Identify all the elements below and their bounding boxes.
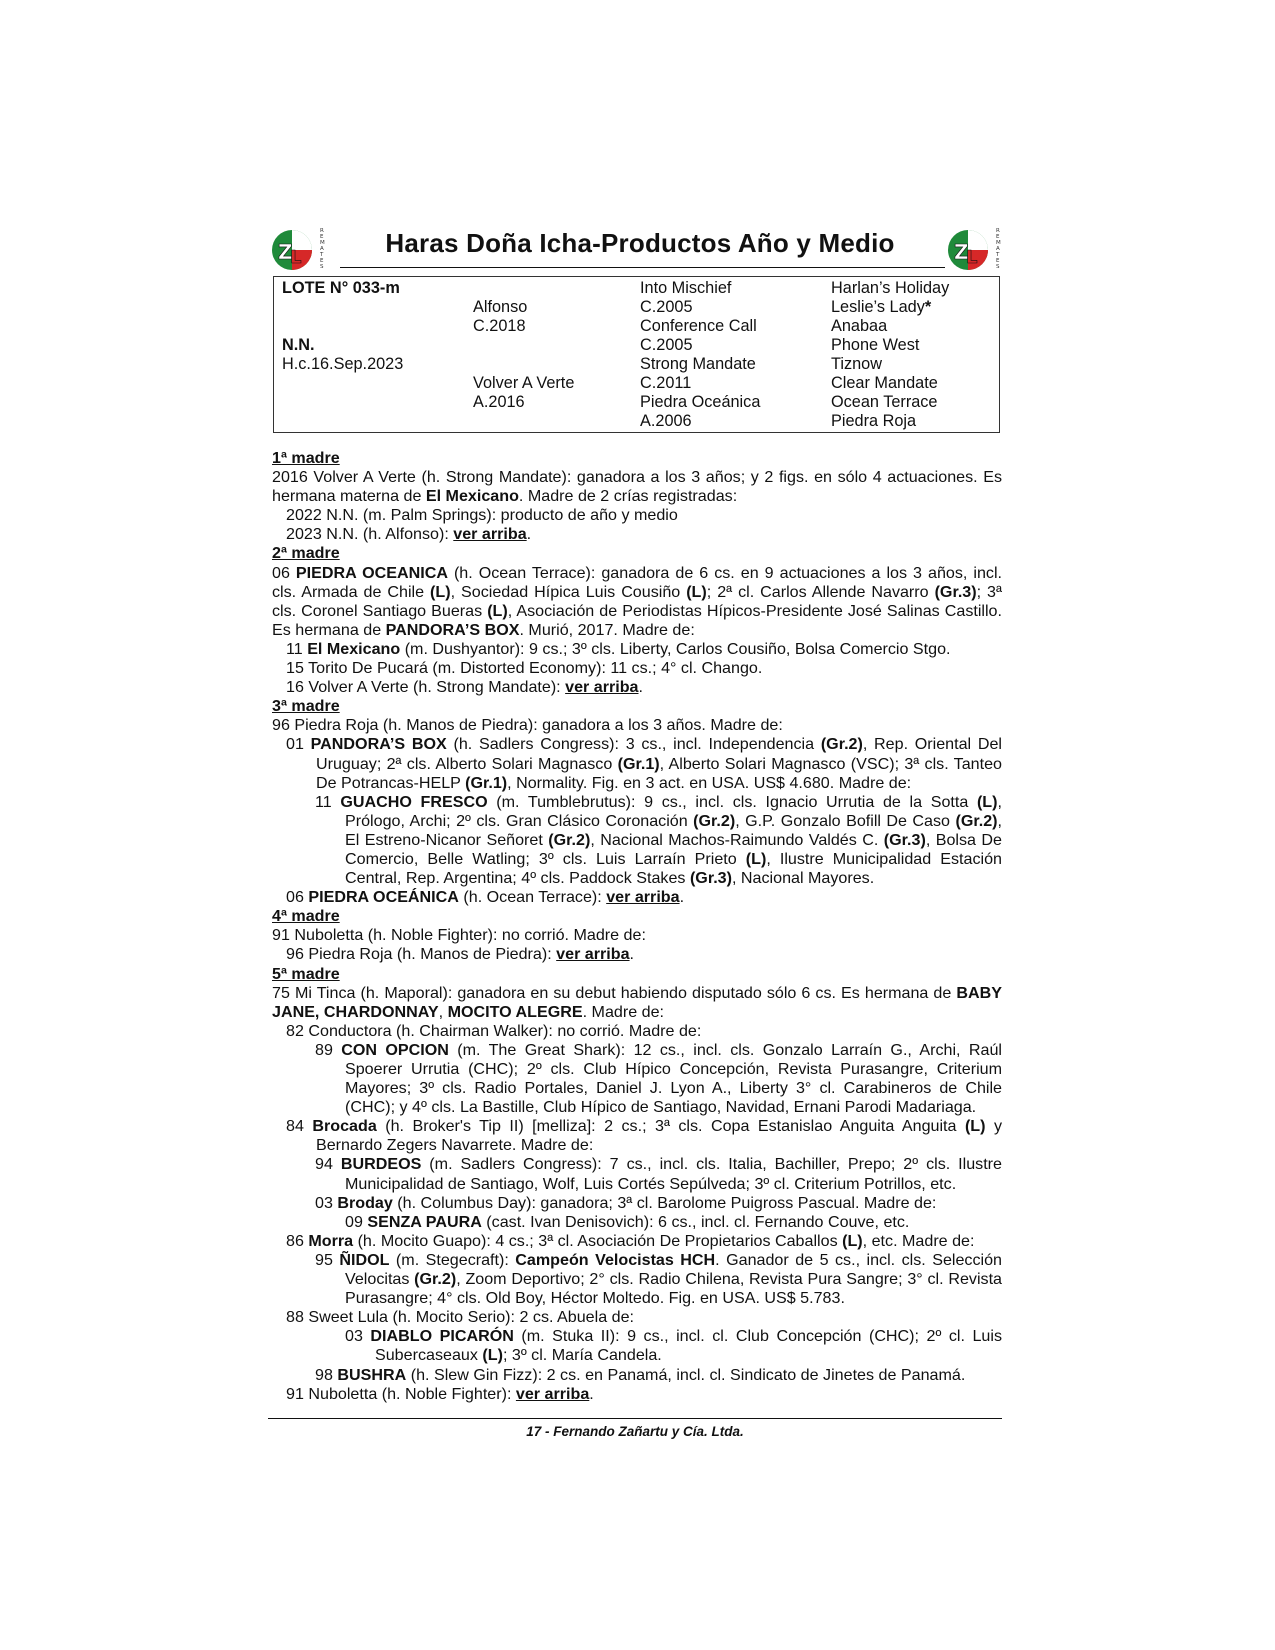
produce-entry xyxy=(272,735,1002,792)
produce-entry xyxy=(272,1194,1002,1213)
text-run: (h. Sadlers Congress): 3 cs., incl. Independencia xyxy=(446,735,821,754)
footer-rule xyxy=(268,1418,1002,1419)
text-run: ; 2ª cl. Carlos Allende Navarro xyxy=(706,582,935,601)
text-run: 11 xyxy=(315,792,341,811)
grandparent-entry: Piedra Oceánica xyxy=(640,393,761,411)
great-grandparent-entry: Piedra Roja xyxy=(831,412,917,430)
section-heading-2: 2ª madre xyxy=(272,544,340,563)
text-run: ; 3º cl. María Candela. xyxy=(502,1346,662,1365)
bold-text: GUACHO FRESCO xyxy=(340,792,488,811)
text-run: 95 xyxy=(315,1250,340,1269)
bold-text: PIEDRA OCEANICA xyxy=(295,563,448,582)
svg-text:L: L xyxy=(966,247,978,268)
bold-text: (Gr.2) xyxy=(548,830,591,849)
section-heading-3: 3ª madre xyxy=(272,697,340,716)
grandparent-entry: Into Mischief xyxy=(640,279,732,297)
great-grandparent-entry: Leslie’s Lady xyxy=(831,298,925,316)
produce-entry xyxy=(272,1232,1002,1251)
text-run: ver arriba xyxy=(556,945,630,964)
text-run: (h. Mocito Guapo): 4 cs.; 3ª cl. Asociación De Propietarios Caballos xyxy=(353,1231,843,1250)
bold-text: (L) xyxy=(487,601,508,620)
text-run: . Murió, 2017. Madre de: xyxy=(519,620,695,639)
text-run: (h. Ocean Terrace): xyxy=(458,888,607,907)
text-run: ver arriba xyxy=(606,888,680,907)
svg-text:S: S xyxy=(320,264,324,270)
section-heading-4: 4ª madre xyxy=(272,907,340,926)
text-run: 98 xyxy=(315,1365,338,1384)
grandparent-entry: C.2005 xyxy=(640,336,693,354)
text-run: , Normality. Fig. en 3 act. en USA. US$ 4.680. Madre de: xyxy=(507,773,912,792)
text-run: (m. Tumblebrutus): 9 cs., incl. cls. Ignacio Urrutia de la Sotta xyxy=(487,792,977,811)
text-run: 84 xyxy=(286,1117,313,1136)
page-footer: 17 - Fernando Zañartu y Cía. Ltda. xyxy=(526,1424,744,1439)
text-run: , G.P. Gonzalo Bofill De Caso xyxy=(735,811,956,830)
grandparent-entry: A.2006 xyxy=(640,412,692,430)
produce-entry xyxy=(272,1327,1002,1365)
text-run: ver arriba xyxy=(453,525,527,544)
bold-text: PIEDRA OCEÁNICA xyxy=(308,888,459,907)
text-run: , Asociación de Periodistas Hípicos-Presidente José Salinas Castillo. Es hermana de xyxy=(272,601,1002,639)
pedigree-col-grandparents xyxy=(640,279,760,431)
horse-birth: H.c.16.Sep.2023 xyxy=(282,355,404,373)
great-grandparent-entry: Harlan’s Holiday xyxy=(831,279,950,297)
bold-text: PANDORA’S BOX xyxy=(385,620,520,639)
text-run: 2023 N.N. (h. Alfonso): xyxy=(286,525,454,544)
bold-text: Morra xyxy=(308,1231,354,1250)
bold-text: (L) xyxy=(482,1346,503,1365)
remates-logo-right xyxy=(946,226,1004,272)
bold-text: SENZA PAURA xyxy=(367,1212,482,1231)
bold-text: (L) xyxy=(686,582,707,601)
text-run: (h. Columbus Day): ganadora; 3ª cl. Barolome Puigross Pascual. Madre de: xyxy=(392,1193,937,1212)
bold-text: (L) xyxy=(976,792,998,811)
svg-text:L: L xyxy=(290,247,302,268)
text-run: 75 Mi Tinca (h. Maporal): ganadora en su debut habiendo disputado sólo 6 cs. Es hermana de xyxy=(272,983,957,1002)
produce-entry xyxy=(272,793,1002,888)
bold-text: (Gr.3) xyxy=(883,830,926,849)
text-run: . xyxy=(679,888,685,907)
pedigree-col-parents xyxy=(473,279,574,412)
bold-text: BUSHRA xyxy=(337,1365,407,1384)
section-heading-5: 5ª madre xyxy=(272,964,340,983)
bold-text: MOCITO ALEGRE xyxy=(447,1002,583,1021)
produce-entry xyxy=(272,1117,1002,1155)
svg-text:Z: Z xyxy=(278,240,293,264)
text-run: . xyxy=(589,1384,594,1403)
great-grandparent-entry: Clear Mandate xyxy=(831,374,938,392)
text-run: (cast. Ivan Denisovich): 6 cs., incl. cl. Fernando Couve, etc. xyxy=(481,1212,910,1231)
bold-text: Broday xyxy=(337,1193,393,1212)
dam-year: A.2016 xyxy=(473,393,525,411)
bold-text: (Gr.1) xyxy=(465,773,508,792)
text-run: (m. Stuka II): 9 cs., incl. cl. Club Concepción (CHC); 2º cl. Luis Subercaseaux xyxy=(375,1327,1003,1365)
text-run: (m. Stegecraft): xyxy=(389,1250,516,1269)
svg-text:A: A xyxy=(996,246,1000,252)
text-run: ver arriba xyxy=(565,678,639,697)
produce-entry xyxy=(272,678,1002,697)
text-run: , xyxy=(438,1002,448,1021)
svg-text:M: M xyxy=(996,240,1001,246)
bold-text: (Gr.2) xyxy=(955,811,998,830)
bold-text: (Gr.2) xyxy=(820,735,863,754)
text-run: , Bolsa De Comercio, Belle Watling; 3º cls. Luis Larraín Prieto xyxy=(345,830,1002,868)
text-run: , Prólogo, Archi; 2º cls. Gran Clásico Coronación xyxy=(345,792,1002,830)
text-run: , Alberto Solari Magnasco (VSC); 3ª cls. Tanteo De Potrancas-HELP xyxy=(316,754,1002,792)
text-run: ; 3ª cls. Coronel Santiago Bueras xyxy=(272,582,1002,620)
bold-text: BURDEOS xyxy=(340,1155,422,1174)
text-run: 06 xyxy=(286,888,309,907)
text-run: (h. Ocean Terrace): ganadora de 6 cs. en 9 actuaciones a los 3 años, incl. cls. Armada de Chile xyxy=(272,563,1002,601)
svg-text:E: E xyxy=(996,258,1000,264)
grandparent-entry: C.2011 xyxy=(640,374,692,392)
svg-text:E: E xyxy=(320,258,324,264)
bold-text: (L) xyxy=(745,849,767,868)
great-grandparent-entry: Tiznow xyxy=(831,355,882,373)
bold-text: El Mexicano xyxy=(307,639,401,658)
grandparent-entry: Conference Call xyxy=(640,317,757,335)
produce-entry: 88 Sweet Lula (h. Mocito Serio): 2 cs. Abuela de: xyxy=(286,1308,634,1327)
horse-name: N.N. xyxy=(282,336,315,354)
pedigree-table xyxy=(273,276,1000,433)
text-run: , Nacional Mayores. xyxy=(731,869,875,888)
text-run: 96 Piedra Roja (h. Manos de Piedra): xyxy=(286,945,557,964)
pedigree-col-great-grandparents xyxy=(831,279,949,431)
text-run: , Zoom Deportivo; 2° cls. Radio Chilena, Revista Pura Sangre; 3° cl. Revista Purasangre; 4° cls. Old Boy, Héctor Moltedo. Fig. en USA. US$ 5.783. xyxy=(345,1270,1002,1308)
dam-entry xyxy=(272,468,1002,506)
bold-text: (Gr.3) xyxy=(934,582,977,601)
svg-text:R: R xyxy=(320,228,324,234)
produce-entry: 82 Conductora (h. Chairman Walker): no corrió. Madre de: xyxy=(286,1021,702,1040)
produce-entry xyxy=(272,1213,1002,1232)
text-run: , Ilustre Municipalidad Estación Central, Rep. Argentina; 4º cls. Paddock Stakes xyxy=(345,849,1002,888)
text-run: 2016 Volver A Verte (h. Strong Mandate): ganadora a los 3 años; y 2 figs. en sólo 4 actuaciones. Es hermana materna de xyxy=(272,468,1002,506)
dam-entry xyxy=(272,564,1002,640)
text-run: , Rep. Oriental Del Uruguay; 2ª cls. Alberto Solari Magnasco xyxy=(316,735,1003,773)
produce-entry: 2022 N.N. (m. Palm Springs): producto de año y medio xyxy=(286,506,678,525)
pedigree-col-horse xyxy=(282,279,403,374)
lote-number: LOTE N° 033-m xyxy=(282,279,400,297)
bold-text: El Mexicano xyxy=(425,487,519,506)
text-run: 03 xyxy=(345,1327,371,1346)
text-run: 11 xyxy=(286,639,308,658)
bold-text: ÑIDOL xyxy=(339,1250,390,1269)
svg-text:A: A xyxy=(320,246,324,252)
title-underline xyxy=(340,267,945,268)
produce-entry xyxy=(272,888,1002,907)
produce-entry xyxy=(272,1366,1002,1385)
text-run: . xyxy=(638,678,643,697)
produce-entry xyxy=(272,525,1002,544)
page-title: Haras Doña Icha-Productos Año y Medio xyxy=(385,228,895,258)
text-run: 94 xyxy=(315,1155,341,1174)
svg-text:R: R xyxy=(996,228,1000,234)
remates-logo-left xyxy=(270,226,328,272)
produce-entry xyxy=(272,1041,1002,1117)
bold-text: Campeón Velocistas HCH xyxy=(515,1250,716,1269)
text-run: . Ganador de 5 cs., incl. cls. Selección Velocitas xyxy=(345,1250,1002,1289)
text-run: 03 xyxy=(315,1193,338,1212)
grandparent-entry: C.2005 xyxy=(640,298,693,316)
text-run: 91 Nuboletta (h. Noble Fighter): xyxy=(286,1384,516,1403)
text-run: , El Estreno-Nicanor Señoret xyxy=(345,811,1002,849)
svg-text:E: E xyxy=(996,234,1000,240)
text-run: 09 xyxy=(345,1212,368,1231)
family-notes xyxy=(272,449,1002,1404)
text-run: , Sociedad Hípica Luis Cousiño xyxy=(450,582,687,601)
bold-text: (L) xyxy=(842,1231,863,1250)
bold-text: DIABLO PICARÓN xyxy=(370,1327,514,1346)
text-run: 06 xyxy=(272,563,296,582)
sire-year: C.2018 xyxy=(473,317,526,335)
produce-entry xyxy=(272,640,1002,659)
bold-text: Brocada xyxy=(312,1117,377,1136)
asterisk-mark: * xyxy=(924,298,932,316)
produce-entry xyxy=(272,945,1002,964)
text-run: 16 Volver A Verte (h. Strong Mandate): xyxy=(286,678,566,697)
dam-entry: 91 Nuboletta (h. Noble Fighter): no corrió. Madre de: xyxy=(272,926,646,945)
sire-name: Alfonso xyxy=(473,298,528,316)
text-run: . Madre de: xyxy=(582,1002,665,1021)
section-heading-1: 1ª madre xyxy=(272,449,340,467)
dam-entry xyxy=(272,984,1002,1022)
text-run: (m. Dushyantor): 9 cs.; 3º cls. Liberty, Carlos Cousiño, Bolsa Comercio Stgo. xyxy=(400,639,951,658)
bold-text: (Gr.2) xyxy=(414,1270,457,1289)
bold-text: (L) xyxy=(430,582,451,601)
svg-text:M: M xyxy=(320,240,325,246)
great-grandparent-entry: Ocean Terrace xyxy=(831,393,938,411)
text-run: . xyxy=(629,945,635,964)
svg-text:Z: Z xyxy=(954,240,969,264)
bold-text: (Gr.2) xyxy=(693,811,736,830)
svg-text:T: T xyxy=(996,252,1000,258)
dam-entry: 96 Piedra Roja (h. Manos de Piedra): ganadora a los 3 años. Madre de: xyxy=(272,716,783,735)
bold-text: (Gr.3) xyxy=(689,869,732,888)
text-run: ver arriba xyxy=(515,1384,590,1403)
svg-text:E: E xyxy=(320,234,324,240)
text-run: . xyxy=(526,525,532,544)
text-run: , Nacional Machos-Raimundo Valdés C. xyxy=(590,830,884,849)
bold-text: CON OPCION xyxy=(341,1040,449,1059)
text-run: 86 xyxy=(286,1231,309,1250)
text-run: 89 xyxy=(315,1040,342,1059)
bold-text: (Gr.1) xyxy=(617,754,660,773)
text-run: (m. Sadlers Congress): 7 cs., incl. cls. Italia, Bachiller, Prepo; 2º cls. Ilustre Municipalidad de Santiago, Wolf, Luis Cortés Sepúlveda; 3º cl. Criterium Potrillos, etc. xyxy=(345,1155,1002,1193)
bold-text: PANDORA’S BOX xyxy=(310,735,447,754)
bold-text: (L) xyxy=(964,1117,986,1136)
great-grandparent-entry: Anabaa xyxy=(831,317,888,335)
bold-text: BABY JANE, CHARDONNAY xyxy=(272,983,1002,1021)
text-run: . Madre de 2 crías registradas: xyxy=(518,487,738,506)
great-grandparent-entry: Phone West xyxy=(831,336,920,354)
text-run: (h. Slew Gin Fizz): 2 cs. en Panamá, incl. cl. Sindicato de Jinetes de Panamá. xyxy=(406,1365,966,1384)
produce-entry: 15 Torito De Pucará (m. Distorted Economy): 11 cs.; 4° cl. Chango. xyxy=(286,659,763,678)
text-run: y Bernardo Zegers Navarrete. Madre de: xyxy=(316,1117,1003,1155)
produce-entry xyxy=(272,1251,1002,1308)
svg-text:S: S xyxy=(996,264,1000,270)
produce-entry xyxy=(272,1385,1002,1404)
text-run: , etc. Madre de: xyxy=(862,1231,975,1250)
svg-text:T: T xyxy=(320,252,324,258)
text-run: (m. The Great Shark): 12 cs., incl. cls. Gonzalo Larraín G., Archi, Raúl Spoerer Urrutia (CHC); 2º cls. Club Hípico Concepción, Revista Purasangre, Criterium Mayores; 3º cls. Radio Portales, Daniel J. Lyon A., Liberty 3° cl. Carabineros de Chile (CHC); y 4º cls. La Bastille, Club Hípico de Santiago, Navidad, Ernani Parodi Madariaga. xyxy=(345,1040,1002,1117)
text-run: 01 xyxy=(286,735,311,754)
dam-name: Volver A Verte xyxy=(473,374,575,392)
grandparent-entry: Strong Mandate xyxy=(640,355,756,373)
produce-entry xyxy=(272,1155,1002,1193)
text-run: (h. Broker's Tip II) [melliza]: 2 cs.; 3ª cls. Copa Estanislao Anguita Anguita xyxy=(376,1117,965,1136)
